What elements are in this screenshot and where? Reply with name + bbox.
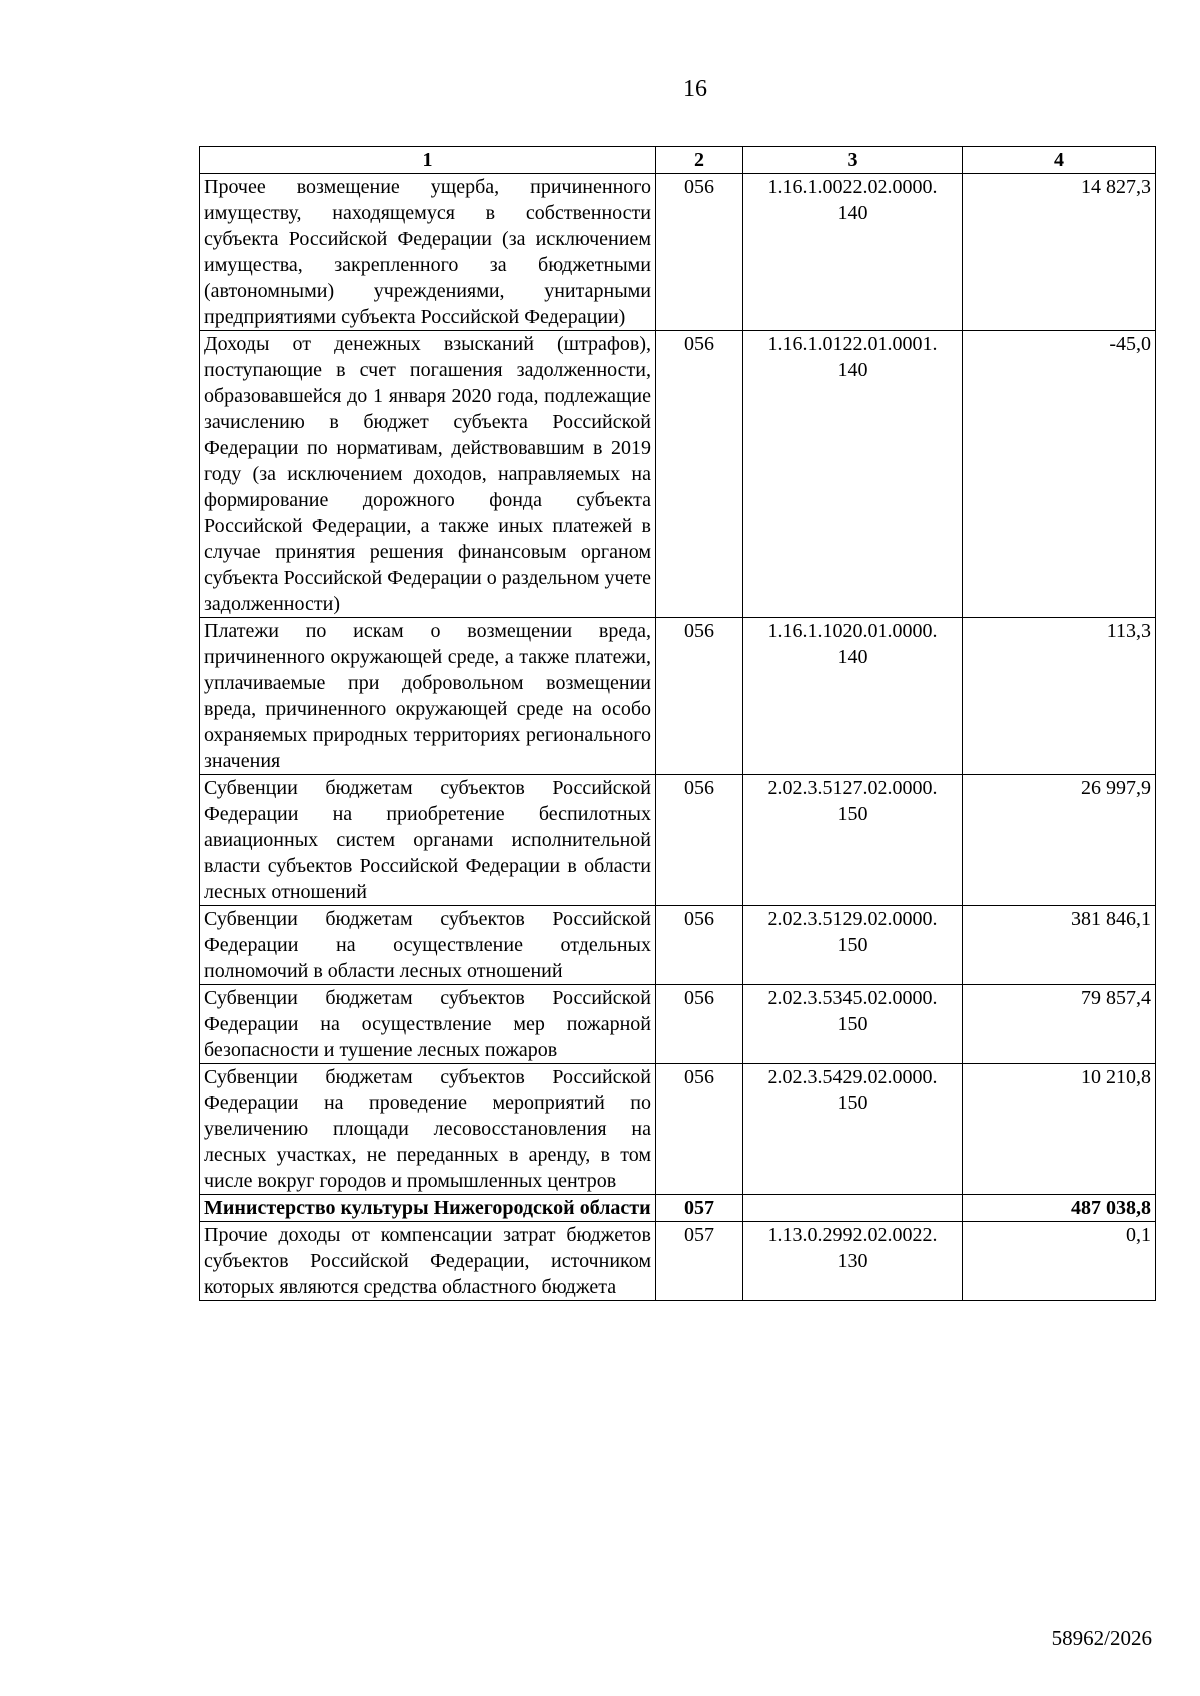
admin-code: 057 [656,1222,743,1301]
kbk-line-1: 2.02.3.5127.02.0000. [767,777,938,799]
admin-code: 056 [656,618,743,775]
revenue-description: Прочее возмещение ущерба, причиненного имуществу, находящемуся в собственности субъекта Российской Федерации (за исключением имущества, закрепленного за бюджетными (автономными) учреждениями, унитарными предприятиями субъекта Российской Федерации) [200,174,656,331]
budget-classification-code [743,906,963,985]
kbk-line-2: 140 [837,359,868,381]
revenue-description: Платежи по искам о возмещении вреда, причиненного окружающей среде, а также платежи, уплачиваемые при добровольном возмещении вреда, причиненного окружающей среде на особо охраняемых природных территориях регионального значения [200,618,656,775]
table-row [200,906,1156,985]
table-row-section [200,1195,1156,1222]
kbk-line-1: 2.02.3.5345.02.0000. [767,987,938,1009]
table-row [200,618,1156,775]
table-row [200,1064,1156,1195]
table-row [200,174,1156,331]
budget-classification-code [743,1195,963,1222]
column-header-1: 1 [200,147,656,174]
budget-classification-code [743,331,963,618]
page-number: 16 [683,76,707,102]
admin-code: 056 [656,1064,743,1195]
kbk-line-2: 140 [837,646,868,668]
kbk-line-1: 1.16.1.0022.02.0000. [767,176,938,198]
amount: 113,3 [963,618,1156,775]
revenue-description: Субвенции бюджетам субъектов Российской Федерации на осуществление отдельных полномочий в области лесных отношений [200,906,656,985]
column-header-2: 2 [656,147,743,174]
budget-classification-code [743,174,963,331]
table-row [200,775,1156,906]
kbk-line-2: 150 [837,1013,868,1035]
amount: 381 846,1 [963,906,1156,985]
revenue-description: Доходы от денежных взысканий (штрафов), поступающие в счет погашения задолженности, образовавшейся до 1 января 2020 года, подлежащие зачислению в бюджет субъекта Российской Федерации по нормативам, действовавшим в 2019 году (за исключением доходов, направляемых на формирование дорожного фонда субъекта Российской Федерации, а также иных платежей в случае принятия решения финансовым органом субъекта Российской Федерации о раздельном учете задолженности) [200,331,656,618]
column-header-3: 3 [743,147,963,174]
revenue-description: Субвенции бюджетам субъектов Российской Федерации на проведение мероприятий по увеличению площади лесовосстановления на лесных участках, не переданных в аренду, в том числе вокруг городов и промышленных центров [200,1064,656,1195]
admin-code: 056 [656,174,743,331]
admin-code: 056 [656,331,743,618]
revenue-description: Субвенции бюджетам субъектов Российской Федерации на осуществление мер пожарной безопасности и тушение лесных пожаров [200,985,656,1064]
kbk-line-2: 150 [837,1092,868,1114]
kbk-line-1: 1.13.0.2992.02.0022. [767,1224,938,1246]
amount: 14 827,3 [963,174,1156,331]
revenue-description: Прочие доходы от компенсации затрат бюджетов субъектов Российской Федерации, источником которых являются средства областного бюджета [200,1222,656,1301]
kbk-line-2: 150 [837,934,868,956]
column-header-4: 4 [963,147,1156,174]
budget-classification-code [743,775,963,906]
admin-code: 056 [656,775,743,906]
kbk-line-1: 1.16.1.0122.01.0001. [767,333,938,355]
table-row [200,985,1156,1064]
amount: 26 997,9 [963,775,1156,906]
kbk-line-1: 1.16.1.1020.01.0000. [767,620,938,642]
budget-classification-code [743,985,963,1064]
table-header-row [200,147,1156,174]
amount: 0,1 [963,1222,1156,1301]
table-body [200,174,1156,1301]
kbk-line-1: 2.02.3.5429.02.0000. [767,1066,938,1088]
admin-code: 057 [656,1195,743,1222]
amount: -45,0 [963,331,1156,618]
document-number: 58962/2026 [1051,1626,1152,1650]
table-row [200,331,1156,618]
admin-code: 056 [656,906,743,985]
revenue-description: Субвенции бюджетам субъектов Российской Федерации на приобретение беспилотных авиационных систем органами исполнительной власти субъектов Российской Федерации в области лесных отношений [200,775,656,906]
budget-classification-code [743,618,963,775]
revenue-table [199,146,1156,1301]
table-row [200,1222,1156,1301]
budget-classification-code [743,1064,963,1195]
admin-code: 056 [656,985,743,1064]
budget-classification-code [743,1222,963,1301]
kbk-line-2: 140 [837,202,868,224]
kbk-line-2: 150 [837,803,868,825]
amount: 79 857,4 [963,985,1156,1064]
amount: 487 038,8 [963,1195,1156,1222]
amount: 10 210,8 [963,1064,1156,1195]
kbk-line-2: 130 [837,1250,868,1272]
kbk-line-1: 2.02.3.5129.02.0000. [767,908,938,930]
revenue-description: Министерство культуры Нижегородской области [200,1195,656,1222]
